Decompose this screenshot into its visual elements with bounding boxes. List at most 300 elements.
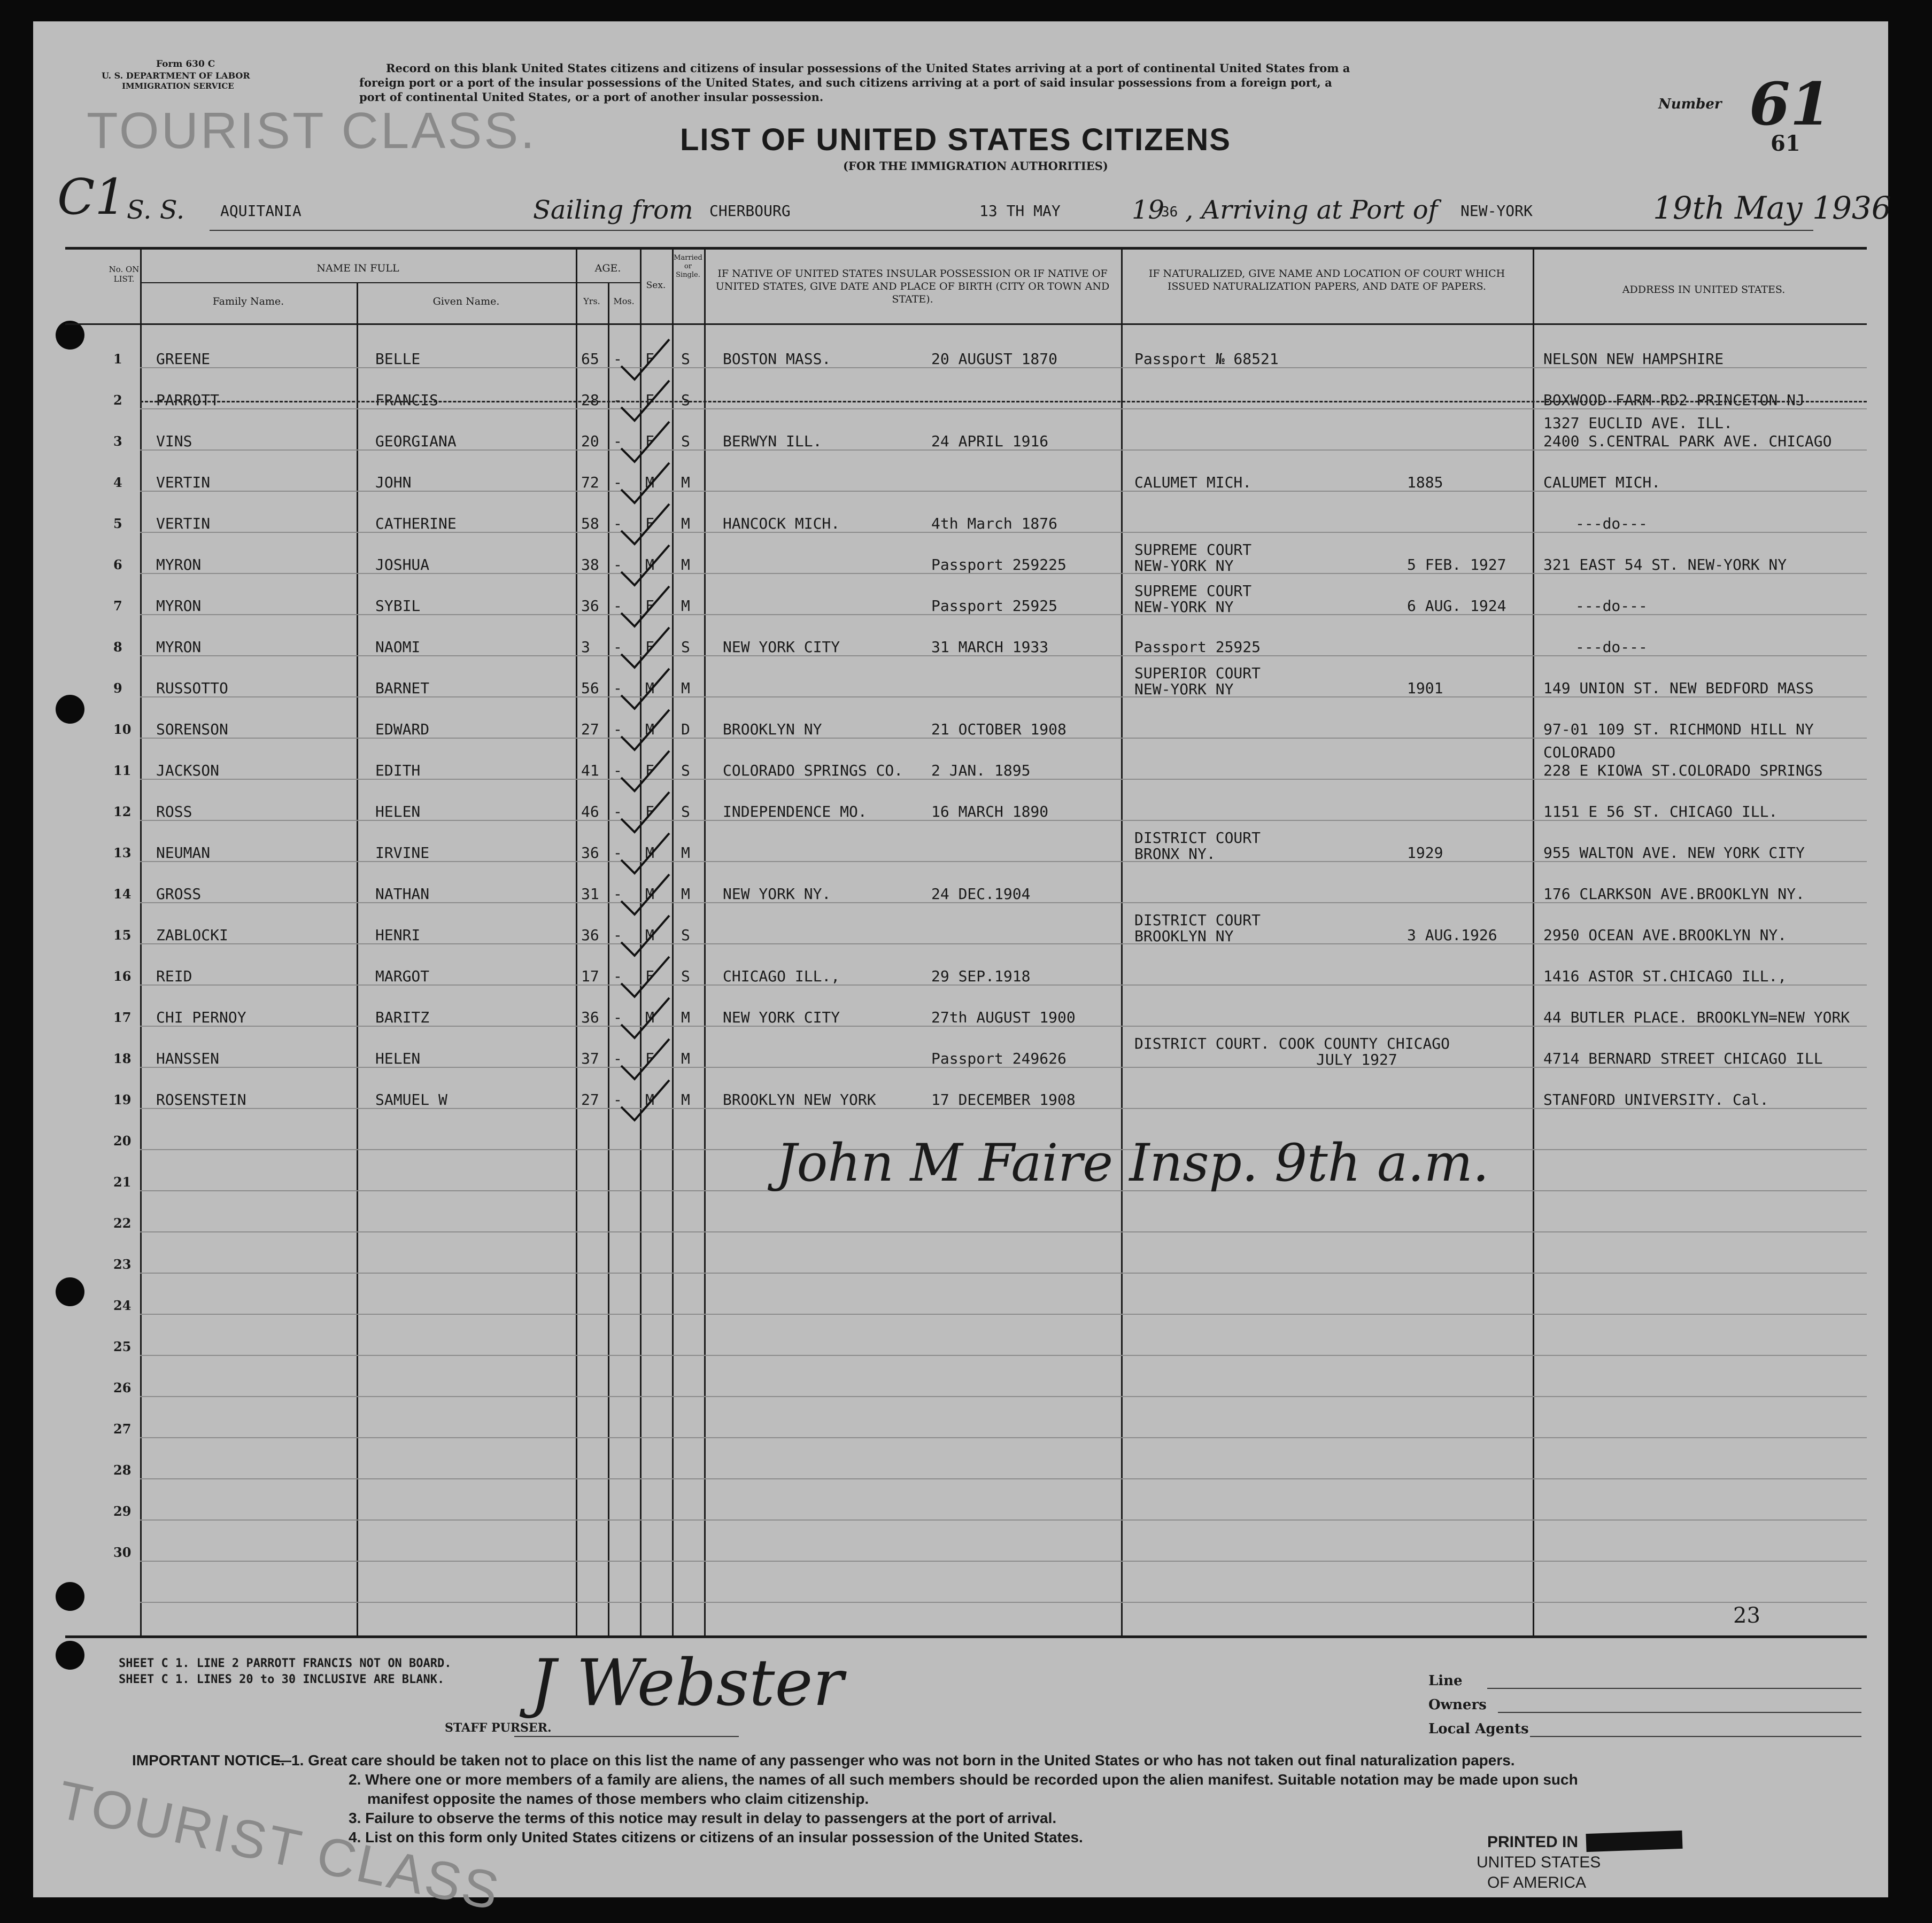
check-mark: [621, 1039, 669, 1079]
marital-status: D: [681, 720, 690, 738]
check-mark: [621, 916, 669, 956]
check-mark: [621, 710, 669, 750]
check-mark: [621, 957, 669, 997]
row-number: 29: [113, 1503, 132, 1519]
number-value: 61: [1749, 69, 1831, 138]
table-top-border: [65, 247, 1867, 250]
age-years: 38: [581, 556, 599, 573]
check-mark: [621, 627, 669, 668]
check-mark: [621, 751, 669, 791]
check-marks: [610, 334, 771, 1189]
col-rule: [357, 282, 358, 1637]
col-rule: [576, 247, 577, 1637]
family-name: VERTIN: [156, 474, 211, 491]
sex: M: [645, 926, 654, 944]
address: 955 WALTON AVE. NEW YORK CITY: [1543, 844, 1805, 862]
row-number: 1: [113, 351, 122, 367]
col-header-mos: Mos.: [613, 296, 635, 306]
address: ---do---: [1575, 597, 1648, 615]
punch-hole: [56, 321, 84, 350]
printed-in-line-1: PRINTED IN: [1487, 1833, 1579, 1851]
birth-place: BROOKLYN NY: [723, 720, 822, 738]
check-mark: [621, 339, 669, 379]
row-rule: [140, 1273, 1867, 1274]
naturalization-court: Passport 25925: [1134, 638, 1261, 656]
naturalization-date: 5 FEB. 1927: [1407, 556, 1506, 573]
given-name: HENRI: [375, 926, 421, 944]
check-mark: [621, 792, 669, 832]
row-number: 13: [113, 845, 132, 860]
family-name: VINS: [156, 432, 192, 450]
col-header-yrs: Yrs.: [583, 296, 600, 306]
address: NELSON NEW HAMPSHIRE: [1543, 350, 1724, 368]
age-months: -: [613, 926, 622, 944]
family-name: MYRON: [156, 556, 202, 573]
col-rule: [1121, 247, 1123, 1637]
birth-date: 31 MARCH 1933: [931, 638, 1049, 656]
sex: F: [645, 762, 654, 779]
col-header-birth: IF NATIVE OF UNITED STATES INSULAR POSSESSION OR IF NATIVE OF UNITED STATES, GIVE DATE AND PLACE OF BIRTH (CITY OR TOWN AND STATE).: [715, 268, 1110, 305]
marital-status: S: [681, 762, 690, 779]
row-rule: [140, 1396, 1867, 1397]
marital-status: M: [681, 1009, 690, 1026]
department-label: U. S. DEPARTMENT OF LABOR: [102, 71, 250, 81]
address: COLORADO: [1543, 743, 1616, 761]
col-rule: [608, 282, 609, 1637]
row-number: 25: [113, 1339, 132, 1354]
check-mark: [621, 422, 669, 462]
arriving-label: , Arriving at Port of: [1185, 195, 1438, 225]
age-months: -: [613, 844, 622, 862]
row-number: 7: [113, 598, 122, 614]
birth-place: BOSTON MASS.: [723, 350, 831, 368]
notice-1: —1. Great care should be taken not to place on this list the name of any passenger who was not born in the United States or who has not taken out final naturalization papers.: [276, 1752, 1515, 1769]
sex: M: [645, 556, 654, 573]
year-suffix: 36: [1161, 204, 1178, 220]
check-mark: [621, 1080, 669, 1120]
year-prefix: 19: [1132, 195, 1165, 225]
naturalization-court: CALUMET MICH.: [1134, 474, 1252, 491]
naturalization-location: BRONX NY.: [1134, 845, 1216, 863]
naturalization-court: DISTRICT COURT: [1134, 829, 1261, 847]
family-name: HANSSEN: [156, 1050, 220, 1067]
birth-date: Passport 249626: [931, 1050, 1067, 1067]
family-name: CHI PERNOY: [156, 1009, 246, 1026]
age-years: 58: [581, 515, 599, 532]
printed-redaction: [1586, 1831, 1682, 1852]
owners-label: Owners: [1428, 1697, 1487, 1713]
sex: F: [645, 515, 654, 532]
age-years: 36: [581, 844, 599, 862]
age-months: -: [613, 350, 622, 368]
row-number: 28: [113, 1462, 132, 1478]
birth-date: 20 AUGUST 1870: [931, 350, 1058, 368]
address-line-2: 2400 S.CENTRAL PARK AVE. CHICAGO: [1543, 432, 1832, 450]
naturalization-court: DISTRICT COURT: [1134, 911, 1261, 929]
naturalization-location: BROOKLYN NY: [1134, 927, 1234, 945]
row-number: 12: [113, 804, 132, 819]
row-rule: [140, 1355, 1867, 1356]
arrival-date: 19th May 1936: [1653, 190, 1891, 226]
naturalization-location: NEW-YORK NY: [1134, 598, 1234, 616]
given-name: IRVINE: [375, 844, 430, 862]
family-name: ROSENSTEIN: [156, 1091, 246, 1108]
given-name: JOSHUA: [375, 556, 430, 573]
age-years: 46: [581, 803, 599, 820]
notice-3: 3. Failure to observe the terms of this notice may result in delay to passengers at the port of arrival.: [349, 1810, 1057, 1826]
birth-date: 16 MARCH 1890: [931, 803, 1049, 820]
line-rule: [1487, 1688, 1861, 1689]
address: ---do---: [1575, 515, 1648, 532]
punch-hole: [56, 1582, 84, 1611]
arrival-port: NEW-YORK: [1460, 202, 1533, 220]
age-months: -: [613, 1009, 622, 1026]
col-header-no: No. ON LIST.: [109, 265, 140, 284]
age-years: 27: [581, 1091, 599, 1108]
purser-signature: J Webster: [530, 1646, 844, 1720]
instructions-line-3: port of continental United States, or a port of another insular possession.: [359, 90, 824, 104]
family-name: MYRON: [156, 597, 202, 615]
family-name: GROSS: [156, 885, 202, 903]
printed-in-line-3: OF AMERICA: [1487, 1874, 1587, 1891]
sex: F: [645, 967, 654, 985]
row-rule: [140, 1437, 1867, 1438]
birth-date: 27th AUGUST 1900: [931, 1009, 1076, 1026]
sailing-from-label: Sailing from: [533, 195, 693, 225]
row-number: 8: [113, 639, 122, 655]
sex: M: [645, 679, 654, 697]
age-years: 37: [581, 1050, 599, 1067]
tourist-class-stamp-top: TOURIST CLASS.: [87, 102, 537, 159]
check-mark: [621, 504, 669, 544]
naturalization-location: NEW-YORK NY: [1134, 557, 1234, 575]
tourist-class-stamp-bottom: TOURIST CLASS: [52, 1769, 506, 1922]
marital-status: M: [681, 474, 690, 491]
address: 1327 EUCLID AVE. ILL.: [1543, 414, 1733, 432]
birth-date: 29 SEP.1918: [931, 967, 1031, 985]
sheet-mark: C1: [57, 168, 126, 226]
age-months: -: [613, 1091, 622, 1108]
given-name: FRANCIS: [375, 391, 439, 409]
check-mark: [621, 586, 669, 626]
age-years: 65: [581, 350, 599, 368]
age-years: 41: [581, 762, 599, 779]
sex: F: [645, 638, 654, 656]
age-years: 17: [581, 967, 599, 985]
staff-purser-label: STAFF PURSER.: [445, 1721, 552, 1735]
marital-status: S: [681, 432, 690, 450]
naturalization-location: JULY 1927: [1316, 1051, 1397, 1068]
col-rule: [140, 247, 142, 1637]
age-years: 56: [581, 679, 599, 697]
age-years: 28: [581, 391, 599, 409]
inspector-note: John M Faire Insp. 9th a.m.: [776, 1133, 1489, 1193]
sex: M: [645, 474, 654, 491]
col-header-address: ADDRESS IN UNITED STATES.: [1622, 284, 1786, 296]
owners-rule: [1498, 1712, 1861, 1713]
row-rule: [140, 1231, 1867, 1232]
sex: M: [645, 844, 654, 862]
age-months: -: [613, 885, 622, 903]
sheet-note-2: SHEET C 1. LINES 20 to 30 INCLUSIVE ARE BLANK.: [119, 1673, 445, 1686]
address: STANFORD UNIVERSITY. Cal.: [1543, 1091, 1769, 1108]
row-rule: [140, 1561, 1867, 1562]
row-number: 15: [113, 927, 132, 943]
sailing-port: CHERBOURG: [709, 202, 791, 220]
family-name: GREENE: [156, 350, 211, 368]
naturalization-date: 1885: [1407, 474, 1443, 491]
row-number: 22: [113, 1215, 132, 1231]
instructions-line-2: foreign port or a port of the insular possessions of the United States, and such citizens arriving at a port of said insular possessions from a foreign port, a: [359, 76, 1332, 89]
marital-status: S: [681, 350, 690, 368]
age-months: -: [613, 556, 622, 573]
birth-place: BROOKLYN NEW YORK: [723, 1091, 876, 1108]
age-months: -: [613, 515, 622, 532]
col-header-sex: Sex.: [646, 280, 666, 291]
notice-title: IMPORTANT NOTICE.: [132, 1752, 285, 1769]
number-label: Number: [1658, 96, 1722, 112]
sex: F: [645, 432, 654, 450]
row-number: 20: [113, 1133, 132, 1149]
family-name: NEUMAN: [156, 844, 211, 862]
table-bottom-border: [65, 1635, 1867, 1638]
birth-place: BERWYN ILL.: [723, 432, 822, 450]
birth-place: CHICAGO ILL.,: [723, 967, 840, 985]
birth-date: 24 APRIL 1916: [931, 432, 1049, 450]
row-number: 5: [113, 516, 122, 531]
birth-date: 24 DEC.1904: [931, 885, 1031, 903]
age-months: -: [613, 803, 622, 820]
form-number: Form 630 C: [156, 59, 215, 69]
address: 1151 E 56 ST. CHICAGO ILL.: [1543, 803, 1778, 820]
address: ---do---: [1575, 638, 1648, 656]
col-header-age: AGE.: [594, 262, 621, 274]
birth-place: COLORADO SPRINGS CO.: [723, 762, 903, 779]
address: 1416 ASTOR ST.CHICAGO ILL.,: [1543, 967, 1787, 985]
col-header-naturalized: IF NATURALIZED, GIVE NAME AND LOCATION OF COURT WHICH ISSUED NATURALIZATION PAPERS, AND DATE OF PAPERS.: [1148, 268, 1505, 292]
check-mark: [621, 463, 669, 503]
age-years: 27: [581, 720, 599, 738]
family-name: REID: [156, 967, 192, 985]
age-months: -: [613, 474, 622, 491]
given-name: SAMUEL W: [375, 1091, 447, 1108]
address: 149 UNION ST. NEW BEDFORD MASS: [1543, 679, 1814, 697]
birth-date: Passport 25925: [931, 597, 1058, 615]
sex: M: [645, 1091, 654, 1108]
marital-status: S: [681, 391, 690, 409]
family-name: MYRON: [156, 638, 202, 656]
age-months: -: [613, 1050, 622, 1067]
sex: F: [645, 391, 654, 409]
page-title: LIST OF UNITED STATES CITIZENS: [680, 122, 1231, 157]
marital-status: M: [681, 885, 690, 903]
check-mark: [621, 545, 669, 585]
sailing-date: 13 TH MAY: [979, 202, 1061, 220]
family-name: ZABLOCKI: [156, 926, 228, 944]
check-mark: [621, 381, 669, 421]
given-name: NAOMI: [375, 638, 421, 656]
birth-date: 21 OCTOBER 1908: [931, 720, 1067, 738]
row-number: 3: [113, 433, 122, 449]
service-label: IMMIGRATION SERVICE: [122, 81, 234, 91]
manifest-sheet: [33, 21, 1891, 1922]
given-name: HELEN: [375, 1050, 421, 1067]
birth-place: INDEPENDENCE MO.: [723, 803, 867, 820]
address: 2950 OCEAN AVE.BROOKLYN NY.: [1543, 926, 1787, 944]
check-mark: [621, 833, 669, 873]
birth-place: HANCOCK MICH.: [723, 515, 840, 532]
marital-status: M: [681, 844, 690, 862]
row-number: 16: [113, 968, 132, 984]
naturalization-location: NEW-YORK NY: [1134, 680, 1234, 698]
sex: F: [645, 350, 654, 368]
notice-2: 2. Where one or more members of a family are aliens, the names of all such members should be recorded upon the alien manifest. Suitable notation may be made upon such: [349, 1771, 1578, 1788]
given-name: BELLE: [375, 350, 421, 368]
naturalization-court: Passport № 68521: [1134, 350, 1279, 368]
age-years: 3: [581, 638, 590, 656]
agents-rule: [1530, 1736, 1861, 1737]
local-agents-label: Local Agents: [1428, 1721, 1529, 1737]
age-months: -: [613, 967, 622, 985]
family-name: VERTIN: [156, 515, 211, 532]
marital-status: M: [681, 556, 690, 573]
notice-2b: manifest opposite the names of those members who claim citizenship.: [367, 1790, 869, 1807]
number-stamped: 61: [1771, 131, 1800, 156]
birth-date: 2 JAN. 1895: [931, 762, 1031, 779]
address: BOXWOOD FARM RD2 PRINCETON NJ: [1543, 391, 1805, 409]
row-number: 24: [113, 1298, 132, 1313]
naturalization-date: 1929: [1407, 844, 1443, 862]
marital-status: M: [681, 597, 690, 615]
row-rule: [140, 1602, 1867, 1603]
printed-in-line-2: UNITED STATES: [1477, 1854, 1601, 1871]
row-number: 17: [113, 1010, 132, 1025]
marital-status: M: [681, 515, 690, 532]
sex: F: [645, 597, 654, 615]
check-mark: [621, 874, 669, 914]
address: 4714 BERNARD STREET CHICAGO ILL: [1543, 1050, 1823, 1067]
sheet-note-1: SHEET C 1. LINE 2 PARROTT FRANCIS NOT ON BOARD.: [119, 1657, 452, 1670]
line-label: Line: [1428, 1673, 1463, 1689]
given-name: BARITZ: [375, 1009, 430, 1026]
given-name: GEORGIANA: [375, 432, 457, 450]
age-months: -: [613, 762, 622, 779]
naturalization-court: SUPERIOR COURT: [1134, 664, 1261, 682]
col-header-name: NAME IN FULL: [316, 262, 399, 274]
age-years: 36: [581, 926, 599, 944]
sex: M: [645, 885, 654, 903]
given-name: MARGOT: [375, 967, 430, 985]
col-header-family: Family Name.: [212, 296, 284, 307]
marital-status: S: [681, 967, 690, 985]
family-name: SORENSON: [156, 720, 228, 738]
row-number: 11: [113, 763, 132, 778]
address: 176 CLARKSON AVE.BROOKLYN NY.: [1543, 885, 1805, 903]
age-months: -: [613, 638, 622, 656]
age-years: 72: [581, 474, 599, 491]
col-header-married: Married or Single.: [674, 254, 702, 279]
marital-status: S: [681, 926, 690, 944]
marital-status: S: [681, 803, 690, 820]
family-name: ROSS: [156, 803, 192, 820]
given-name: HELEN: [375, 803, 421, 820]
punch-hole: [56, 1277, 84, 1306]
age-months: -: [613, 597, 622, 615]
birth-date: 4th March 1876: [931, 515, 1058, 532]
row-number: 9: [113, 680, 122, 696]
strike-through: [140, 401, 1867, 402]
ship-name: AQUITANIA: [220, 202, 302, 220]
row-number: 27: [113, 1421, 132, 1437]
punch-hole: [56, 695, 84, 724]
row-number: 10: [113, 722, 132, 737]
given-name: JOHN: [375, 474, 412, 491]
sex: F: [645, 1050, 654, 1067]
row-rule: [140, 1519, 1867, 1521]
row-number: 4: [113, 475, 122, 490]
address: CALUMET MICH.: [1543, 474, 1661, 491]
sex: M: [645, 720, 654, 738]
age-months: -: [613, 720, 622, 738]
row-number: 18: [113, 1051, 132, 1066]
naturalization-court: SUPREME COURT: [1134, 582, 1252, 600]
marital-status: M: [681, 1091, 690, 1108]
birth-place: NEW YORK CITY: [723, 1009, 840, 1026]
age-years: 36: [581, 597, 599, 615]
age-months: -: [613, 432, 622, 450]
marital-status: S: [681, 638, 690, 656]
marital-status: M: [681, 679, 690, 697]
given-name: NATHAN: [375, 885, 430, 903]
address-line-2: 228 E KIOWA ST.COLORADO SPRINGS: [1543, 762, 1823, 779]
check-mark: [621, 669, 669, 709]
naturalization-date: 1901: [1407, 679, 1443, 697]
naturalization-date: 6 AUG. 1924: [1407, 597, 1506, 615]
notice-4: 4. List on this form only United States citizens or citizens of an insular possession of the United States.: [349, 1829, 1083, 1846]
sex: F: [645, 803, 654, 820]
family-name: JACKSON: [156, 762, 220, 779]
row-number: 14: [113, 886, 132, 902]
ss-underline: [210, 230, 1813, 231]
given-name: BARNET: [375, 679, 430, 697]
age-years: 20: [581, 432, 599, 450]
birth-place: NEW YORK NY.: [723, 885, 831, 903]
instructions-line-1: Record on this blank United States citizens and citizens of insular possessions of the United States arriving at a port of continental United States from a: [386, 61, 1350, 75]
row-number: 30: [113, 1545, 132, 1560]
address: 44 BUTLER PLACE. BROOKLYN=NEW YORK: [1543, 1009, 1850, 1026]
sex: M: [645, 1009, 654, 1026]
birth-place: NEW YORK CITY: [723, 638, 840, 656]
page-subtitle: (FOR THE IMMIGRATION AUTHORITIES): [843, 159, 1108, 173]
address: 321 EAST 54 ST. NEW-YORK NY: [1543, 556, 1787, 573]
naturalization-court: SUPREME COURT: [1134, 541, 1252, 559]
age-years: 36: [581, 1009, 599, 1026]
naturalization-date: 3 AUG.1926: [1407, 926, 1497, 944]
row-number: 21: [113, 1174, 132, 1190]
ss-label: S. S.: [127, 195, 185, 225]
check-mark: [621, 998, 669, 1038]
given-name: CATHERINE: [375, 515, 457, 532]
age-years: 31: [581, 885, 599, 903]
page-count-mark: 23: [1733, 1603, 1760, 1628]
birth-date: 17 DECEMBER 1908: [931, 1091, 1076, 1108]
naturalization-court: DISTRICT COURT. COOK COUNTY CHICAGO: [1134, 1035, 1450, 1052]
row-rule: [140, 1478, 1867, 1479]
punch-hole: [56, 1641, 84, 1670]
row-number: 26: [113, 1380, 132, 1395]
row-number: 23: [113, 1257, 132, 1272]
age-months: -: [613, 391, 622, 409]
